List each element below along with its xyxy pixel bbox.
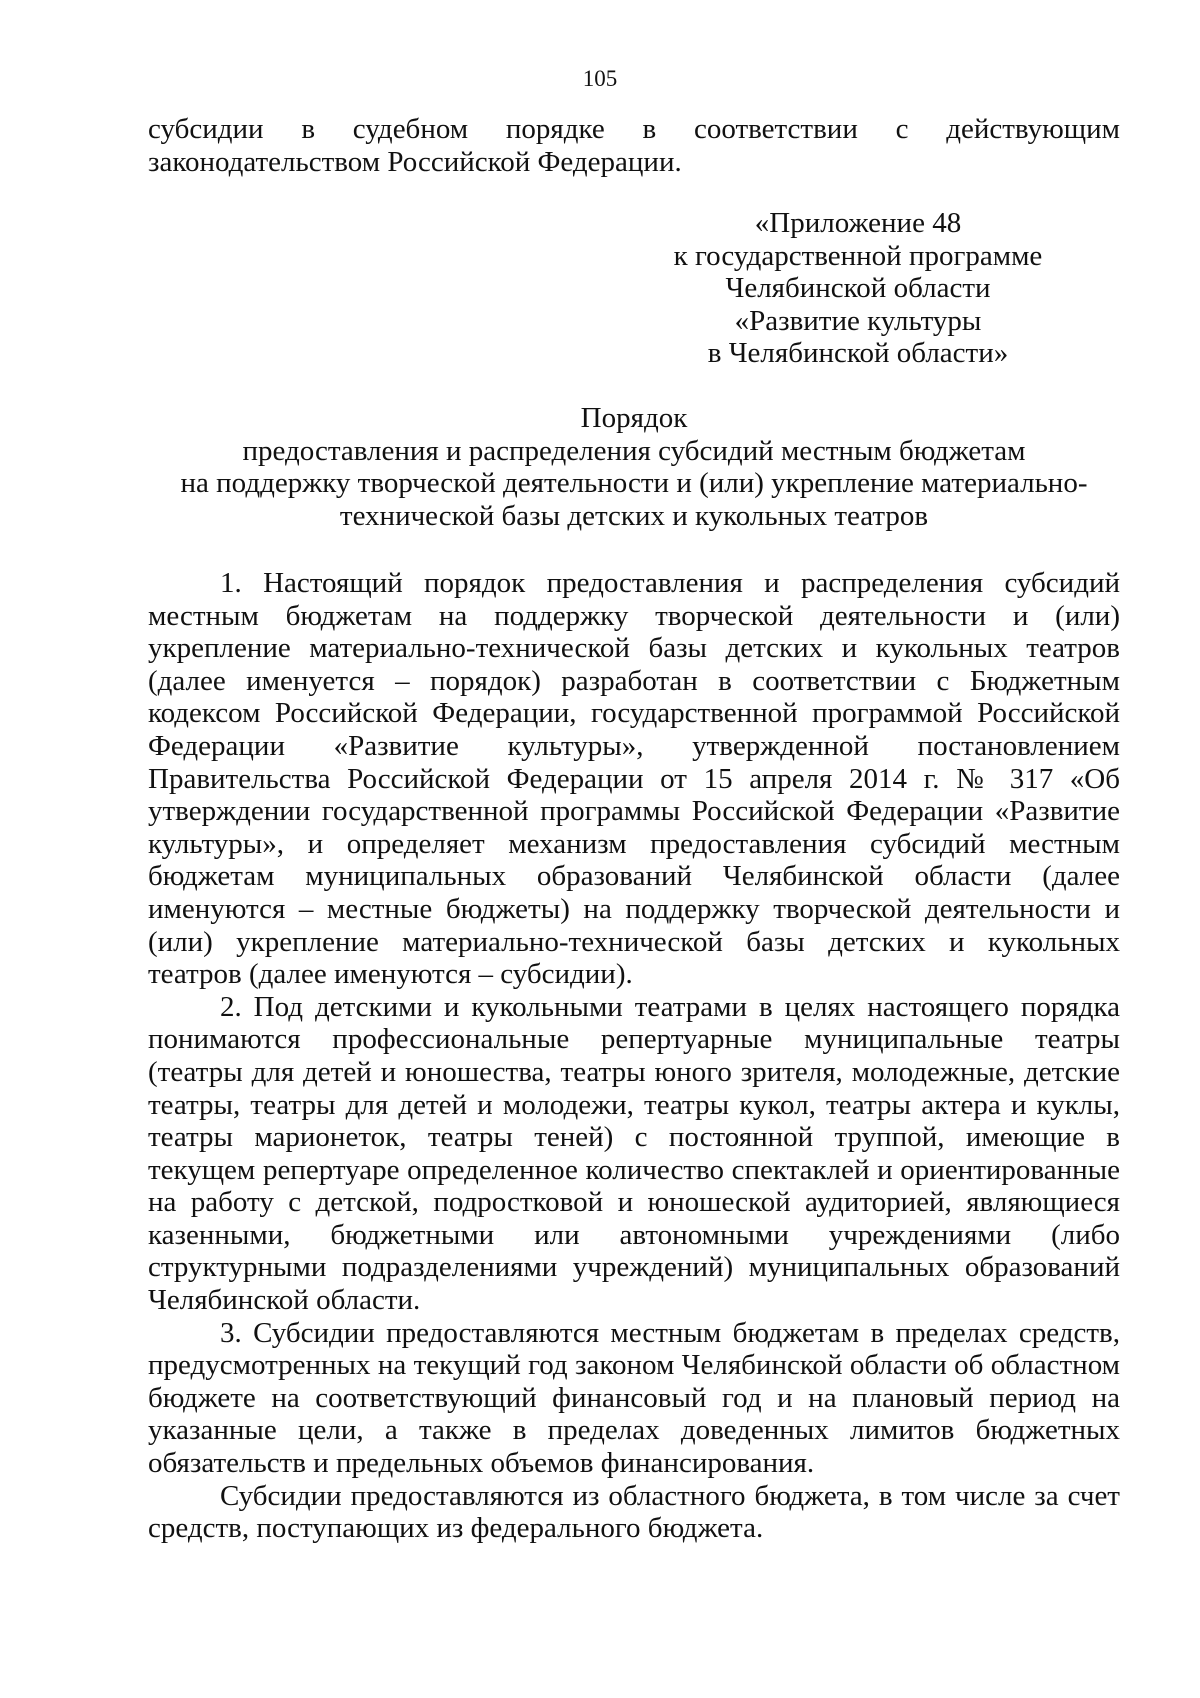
- paragraph-2: 2. Под детскими и кукольными театрами в целях настоящего порядка понимаются профессиональные репертуарные муниципальные театры (театры для детей и юношества, театры юного зрителя, молодежные, детские театры, театры для детей и молодежи, театры кукол, театры актера и куклы, театры марионеток, театры теней) с постоянной труппой, имеющие в текущем репертуаре определенное количество спектаклей и ориентированные на работу с детской, подростковой и юношеской аудиторией, являющиеся казенными, бюджетными или автономными учреждениями (либо структурными подразделениями учреждений) муниципальных образований Челябинской области.: [148, 990, 1120, 1317]
- appendix-reference: [598, 207, 1118, 370]
- title-heading: Порядок: [580, 402, 688, 434]
- paragraph-4: Субсидии предоставляются из областного бюджета, в том числе за счет средств, поступающих из федерального бюджета.: [148, 1479, 1120, 1545]
- page-number: 105: [582, 66, 618, 91]
- appendix-line: Челябинской области: [725, 272, 991, 305]
- paragraph-3: 3. Субсидии предоставляются местным бюджетам в пределах средств, предусмотренных на текущий год законом Челябинской области об областном бюджете на соответствующий финансовый год и на плановый период на указанные цели, а также в пределах доведенных лимитов бюджетных обязательств и предельных объемов финансирования.: [148, 1316, 1120, 1480]
- appendix-line: «Приложение 48: [754, 207, 962, 239]
- title-line: предоставления и распределения субсидий местным бюджетам: [242, 434, 1026, 467]
- document-body: [148, 567, 1120, 1545]
- title-line: технической базы детских и кукольных театров: [339, 499, 929, 532]
- appendix-line: к государственной программе: [673, 239, 1043, 272]
- paragraph-1: 1. Настоящий порядок предоставления и распределения субсидий местным бюджетам на поддержку творческой деятельности и (или) укрепление материально-технической базы детских и кукольных театров (далее именуется – порядок) разработан в соответствии с Бюджетным кодексом Российской Федерации, государственной программой Российской Федерации «Развитие культуры», утвержденной постановлением Правительства Российской Федерации от 15 апреля 2014 г. № 317 «Об утверждении государственной программы Российской Федерации «Развитие культуры», и определяет механизм предоставления субсидий местным бюджетам муниципальных образований Челябинской области (далее именуются – местные бюджеты) на поддержку творческой деятельности и (или) укрепление материально-технической базы детских и кукольных театров (далее именуются – субсидии).: [148, 567, 1120, 991]
- document-title: [148, 402, 1120, 532]
- continuation-paragraph: субсидии в судебном порядке в соответствии с действующим законодательством Российской Федерации.: [148, 113, 1120, 178]
- appendix-line: «Развитие культуры: [734, 304, 982, 337]
- appendix-line: в Челябинской области»: [707, 337, 1009, 370]
- title-line: на поддержку творческой деятельности и (или) укрепление материально-: [180, 467, 1088, 500]
